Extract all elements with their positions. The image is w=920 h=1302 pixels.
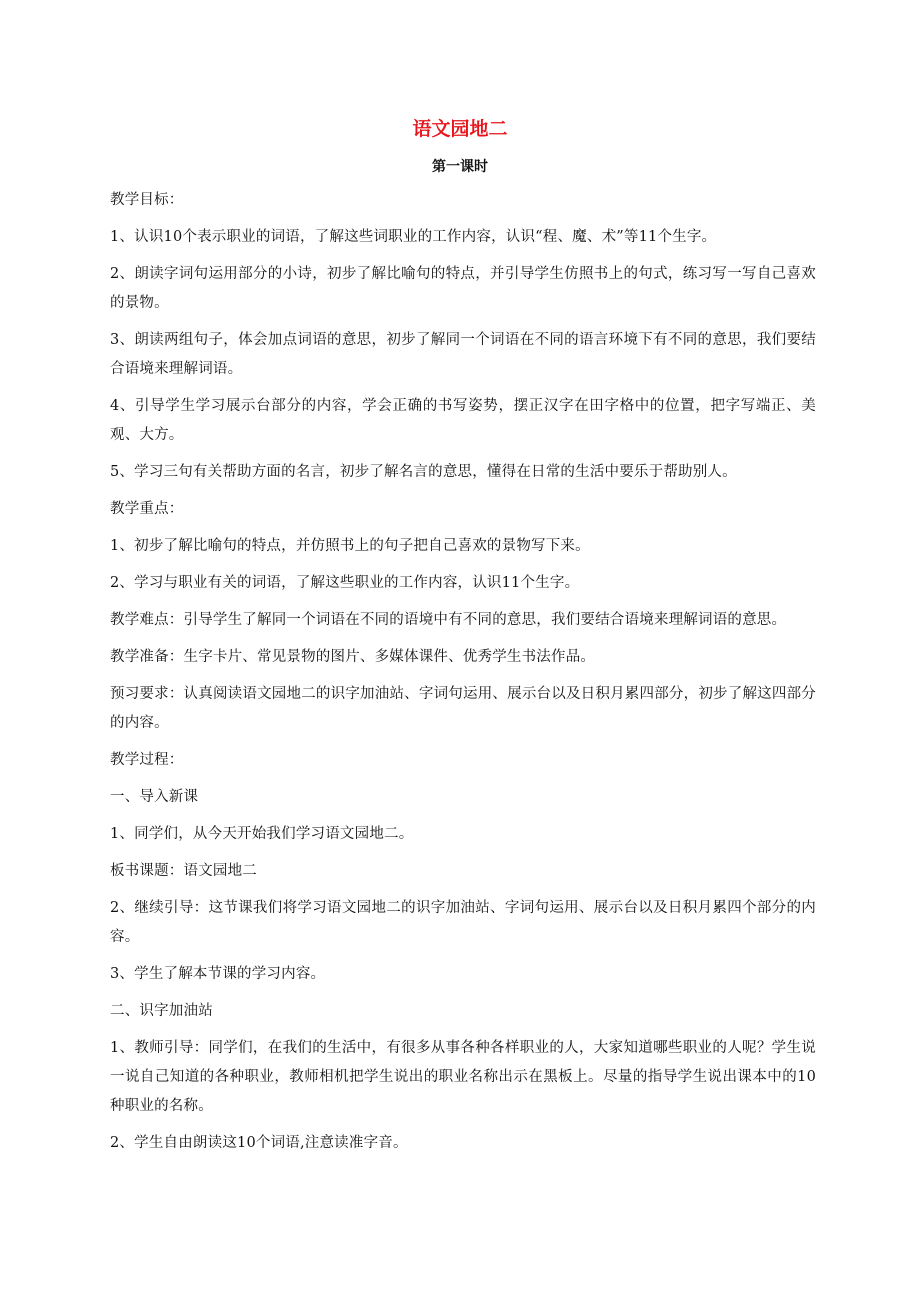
paragraph: 教学过程： (110, 752, 184, 768)
paragraph: 预习要求：认真阅读语文园地二的识字加油站、字词句运用、展示台以及日积月累四部分，初步了解这四部分的内容。 (110, 686, 816, 731)
paragraph: 教学重点： (110, 501, 184, 517)
paragraph: 3、朗读两组句子，体会加点词语的意思，初步了解同一个词语在不同的语言环境下有不同的意思，我们要结合语境来理解词语。 (110, 332, 816, 377)
paragraph: 1、同学们，从今天开始我们学习语文园地二。 (110, 826, 414, 842)
paragraph: 板书课题：语文园地二 (110, 863, 257, 879)
paragraph: 4、引导学生学习展示台部分的内容，学会正确的书写姿势，摆正汉字在田字格中的位置，把字写端正、美观、大方。 (110, 398, 816, 443)
paragraph: 一、导入新课 (110, 789, 199, 805)
paragraph: 2、朗读字词句运用部分的小诗，初步了解比喻句的特点，并引导学生仿照书上的句式，练习写一写自己喜欢的景物。 (110, 266, 816, 311)
paragraph: 3、学生了解本节课的学习内容。 (110, 966, 326, 982)
paragraph: 2、学生自由朗读这10个词语,注意读准字音。 (110, 1135, 408, 1151)
paragraph: 2、继续引导：这节课我们将学习语文园地二的识字加油站、字词句运用、展示台以及日积月累四个部分的内容。 (110, 900, 816, 945)
lesson-subtitle: 第一课时 (432, 159, 488, 175)
document-body (110, 186, 816, 1166)
paragraph: 1、初步了解比喻句的特点，并仿照书上的句子把自己喜欢的景物写下来。 (110, 538, 590, 554)
paragraph: 5、学习三句有关帮助方面的名言，初步了解名言的意思，懂得在日常的生活中要乐于帮助别人。 (110, 464, 737, 480)
paragraph: 二、识字加油站 (110, 1003, 213, 1019)
paragraph: 1、认识10个表示职业的词语，了解这些词职业的工作内容，认识“程、魔、术”等11个生字。 (110, 229, 717, 245)
paragraph: 2、学习与职业有关的词语，了解这些职业的工作内容，认识11个生字。 (110, 575, 580, 591)
paragraph: 教学难点：引导学生了解同一个词语在不同的语境中有不同的意思，我们要结合语境来理解词语的意思。 (110, 612, 787, 628)
paragraph: 教学目标： (110, 192, 184, 208)
paragraph: 教学准备：生字卡片、常见景物的图片、多媒体课件、优秀学生书法作品。 (110, 649, 596, 665)
document-title: 语文园地二 (412, 118, 508, 140)
paragraph: 1、教师引导：同学们，在我们的生活中，有很多从事各种各样职业的人，大家知道哪些职业的人呢？学生说一说自己知道的各种职业，教师相机把学生说出的职业名称出示在黑板上。尽量的指导学生说出课本中的10种职业的名称。 (110, 1040, 816, 1114)
